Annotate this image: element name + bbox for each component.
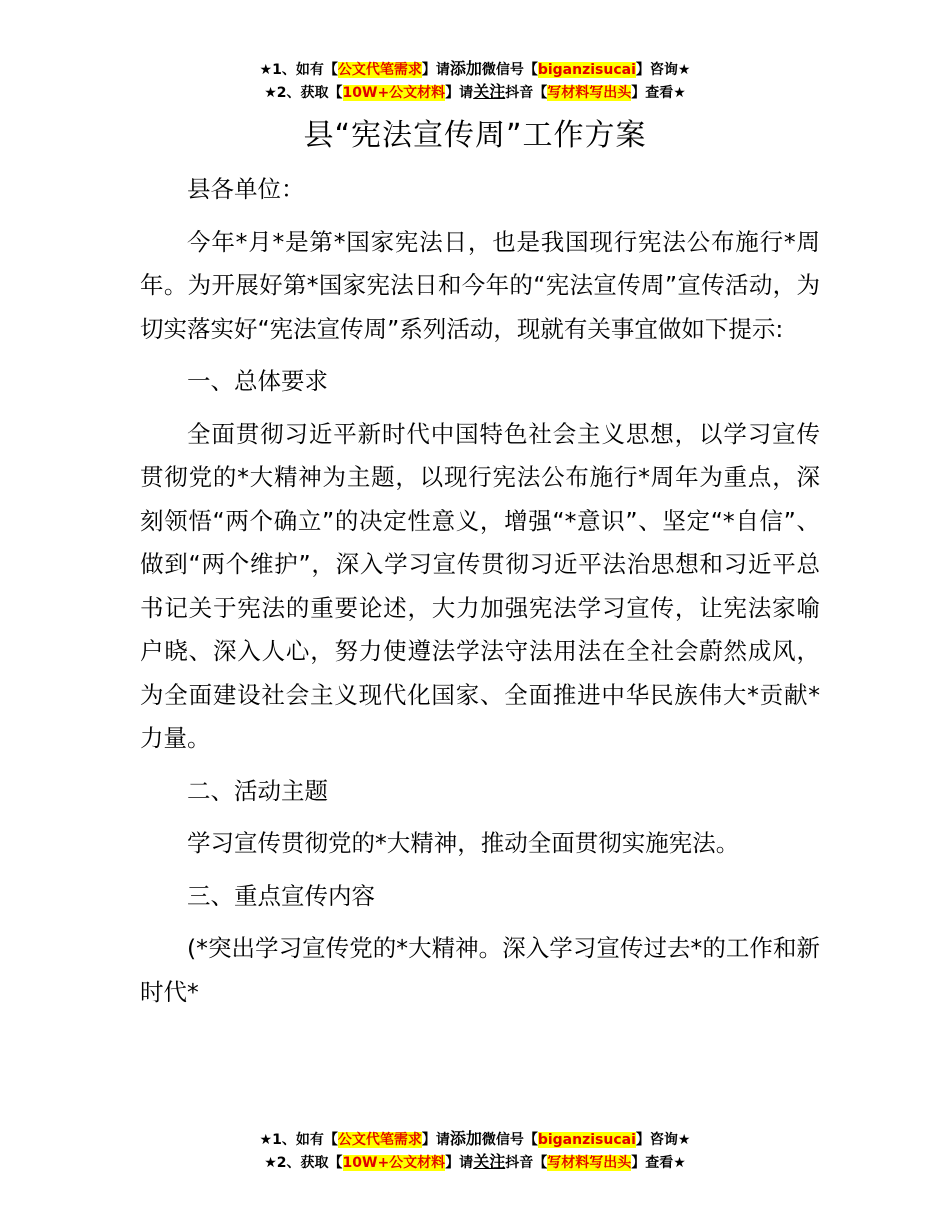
promo-text: 】请 xyxy=(445,1155,474,1171)
document-title: 县“宪法宣传周”工作方案 xyxy=(303,118,647,153)
promo-text: ★2、获取【 xyxy=(264,1155,343,1171)
promo-text: 】咨询★ xyxy=(635,1132,691,1148)
promo-text: ★1、如有【 xyxy=(259,62,338,78)
promo-douyin-id: 写材料写出头 xyxy=(547,1155,632,1171)
promo-wechat-id: biganzisucai xyxy=(537,62,636,78)
section-3-body: (*突出学习宣传党的*大精神。深入学习宣传过去*的工作和新时代* xyxy=(140,934,820,1006)
section-1-body: 全面贯彻习近平新时代中国特色社会主义思想，以学习宣传贯彻党的*大精神为主题，以现行宪法公布施行*周年为重点，深刻领悟“两个确立”的决定性意义，增强“*意识”、坚定“*自信”、做到“两个维护”，深入学习宣传贯彻习近平法治思想和习近平总书记关于宪法的重要论述，大力加强宪法学习宣传，让宪法家喻户晓、深入人心，努力使遵法学法守法用法在全社会蔚然成风，为全面建设社会主义现代化国家、全面推进中华民族伟大*贡献*力量。 xyxy=(140,419,820,752)
promo-highlight: 公文代笔需求 xyxy=(337,62,422,78)
promo-text: 】查看★ xyxy=(631,1155,686,1171)
promo-text: 抖音【 xyxy=(505,1155,548,1171)
promo-emphasis: 添加 xyxy=(449,1129,482,1148)
promo-wechat-id: biganzisucai xyxy=(537,1132,636,1148)
promo-text: ★1、如有【 xyxy=(259,1132,338,1148)
promo-highlight: 10W+公文材料 xyxy=(342,85,446,101)
salutation: 县各单位： xyxy=(187,175,305,203)
section-1-heading: 一、总体要求 xyxy=(187,367,328,395)
promo-text: 】请 xyxy=(421,1132,450,1148)
section-3-heading: 三、重点宣传内容 xyxy=(187,881,375,910)
promo-line-2 xyxy=(0,1151,950,1174)
promo-highlight: 公文代笔需求 xyxy=(337,1132,422,1148)
promo-text: 】查看★ xyxy=(631,85,686,101)
section-2-heading: 二、活动主题 xyxy=(187,776,328,805)
promo-text: 抖音【 xyxy=(505,85,548,101)
promo-text: 】请 xyxy=(445,85,474,101)
promo-highlight: 10W+公文材料 xyxy=(342,1155,446,1171)
promo-text: ★2、获取【 xyxy=(264,85,343,101)
promo-line-2 xyxy=(0,81,950,104)
promo-text: 】咨询★ xyxy=(635,62,691,78)
promo-header xyxy=(0,58,950,104)
promo-emphasis: 添加 xyxy=(449,59,482,78)
promo-text: 微信号【 xyxy=(481,1132,538,1148)
promo-text: 】请 xyxy=(421,62,450,78)
promo-douyin-id: 写材料写出头 xyxy=(547,85,632,101)
promo-footer xyxy=(0,1128,950,1174)
section-2-body: 学习宣传贯彻党的*大精神，推动全面贯彻实施宪法。 xyxy=(187,829,740,857)
intro-paragraph: 今年*月*是第*国家宪法日，也是我国现行宪法公布施行*周年。为开展好第*国家宪法日和今年的“宪法宣传周”宣传活动，为切实落实好“宪法宣传周”系列活动，现就有关事宜做如下提示: xyxy=(140,227,820,343)
document-body xyxy=(140,168,820,1023)
promo-line-1 xyxy=(0,1128,950,1151)
promo-text: 微信号【 xyxy=(481,62,538,78)
promo-emphasis: 关注 xyxy=(473,82,506,101)
promo-emphasis: 关注 xyxy=(473,1152,506,1171)
promo-line-1 xyxy=(0,58,950,81)
